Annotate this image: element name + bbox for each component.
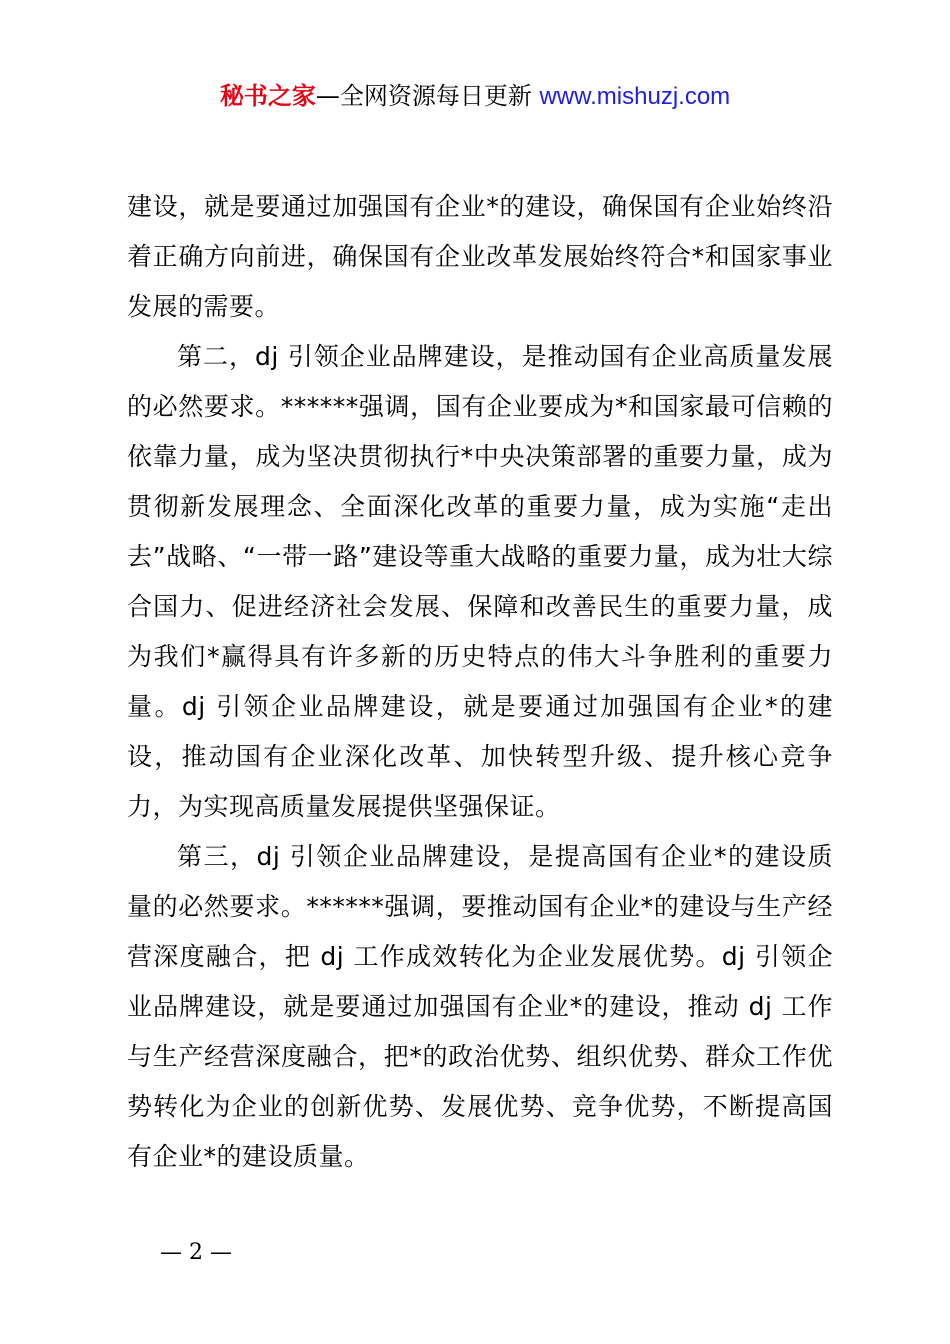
site-tagline: —全网资源每日更新: [315, 82, 532, 110]
site-header: [0, 80, 950, 113]
page-number: — 2 —: [160, 1240, 232, 1265]
paragraph-continuation: 建设，就是要通过加强国有企业*的建设，确保国有企业始终沿着正确方向前进，确保国有企业改革发展始终符合*和国家事业发展的需要。: [127, 192, 833, 321]
site-url-link[interactable]: www.mishuzj.com: [539, 83, 731, 110]
site-brand: 秘书之家: [219, 82, 316, 110]
paragraph-second-point: 第二，dj 引领企业品牌建设，是推动国有企业高质量发展的必然要求。******强调，国有企业要成为*和国家最可信赖的依靠力量，成为坚决贯彻执行*中央决策部署的重要力量，成为贯彻新发展理念、全面深化改革的重要力量，成为实施“走出去”战略、“一带一路”建设等重大战略的重要力量，成为壮大综合国力、促进经济社会发展、保障和改善民生的重要力量，成为我们*赢得具有许多新的历史特点的伟大斗争胜利的重要力量。dj 引领企业品牌建设，就是要通过加强国有企业*的建设，推动国有企业深化改革、加快转型升级、提升核心竞争力，为实现高质量发展提供坚强保证。: [127, 342, 833, 821]
paragraph-third-point: 第三，dj 引领企业品牌建设，是提高国有企业*的建设质量的必然要求。******强调，要推动国有企业*的建设与生产经营深度融合，把 dj 工作成效转化为企业发展优势。dj 引领企业品牌建设，就是要通过加强国有企业*的建设，推动 dj 工作与生产经营深度融合，把*的政治优势、组织优势、群众工作优势转化为企业的创新优势、发展优势、竞争优势，不断提高国有企业*的建设质量。: [127, 842, 833, 1171]
document-body: [127, 182, 833, 1182]
